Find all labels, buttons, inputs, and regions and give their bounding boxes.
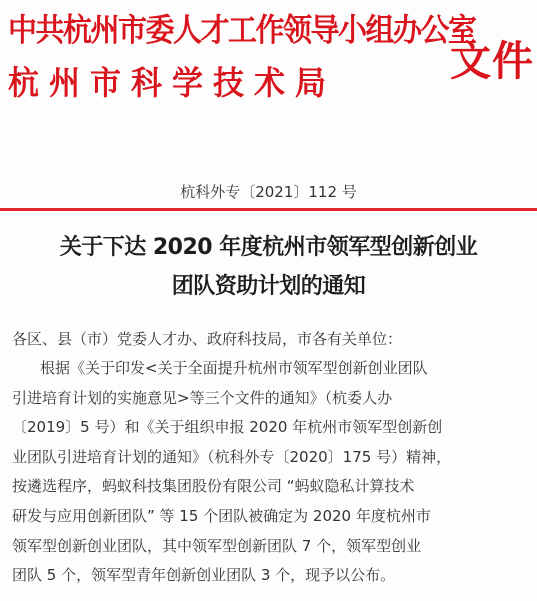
document-number: 杭科外专〔2021〕112 号 <box>180 183 357 201</box>
body-line: 〔2019〕5 号）和《关于组织申报 2020 年杭州市领军型创新创 <box>12 418 443 437</box>
document-title-line-1: 关于下达 2020 年度杭州市领军型创新创业 <box>59 235 478 260</box>
body-line: 按遴选程序，蚂蚁科技集团股份有限公司 “蚂蚁隐私计算技术 <box>12 477 415 496</box>
body-line: 引进培育计划的实施意见>等三个文件的通知》（杭委人办 <box>12 388 393 407</box>
body-paragraph <box>12 354 532 591</box>
body-line: 研发与应用创新团队” 等 15 个团队被确定为 2020 年度杭州市 <box>12 506 431 525</box>
body-line: 领军型创新创业团队，其中领军型创新团队 7 个，领军型创业 <box>12 536 422 555</box>
document-type-mark: 文件 <box>450 37 534 85</box>
body-line: 团队 5 个，领军型青年创新创业团队 3 个，现予以公布。 <box>12 566 396 585</box>
document-title-line-2: 团队资助计划的通知 <box>171 274 366 299</box>
issuing-org-science-bureau: 杭州市科学技术局 <box>8 64 336 103</box>
body-line: 根据《关于印发<关于全面提升杭州市领军型创新创业团队 <box>40 359 428 377</box>
addressee-line: 各区、县（市）党委人才办、政府科技局，市各有关单位： <box>12 330 403 348</box>
red-separator-line <box>0 208 537 211</box>
body-line: 业团队引进培育计划的通知》（杭科外专〔2020〕175 号）精神， <box>12 447 452 466</box>
issuing-org-party-office: 中共杭州市委人才工作领导小组办公室 <box>8 11 476 49</box>
